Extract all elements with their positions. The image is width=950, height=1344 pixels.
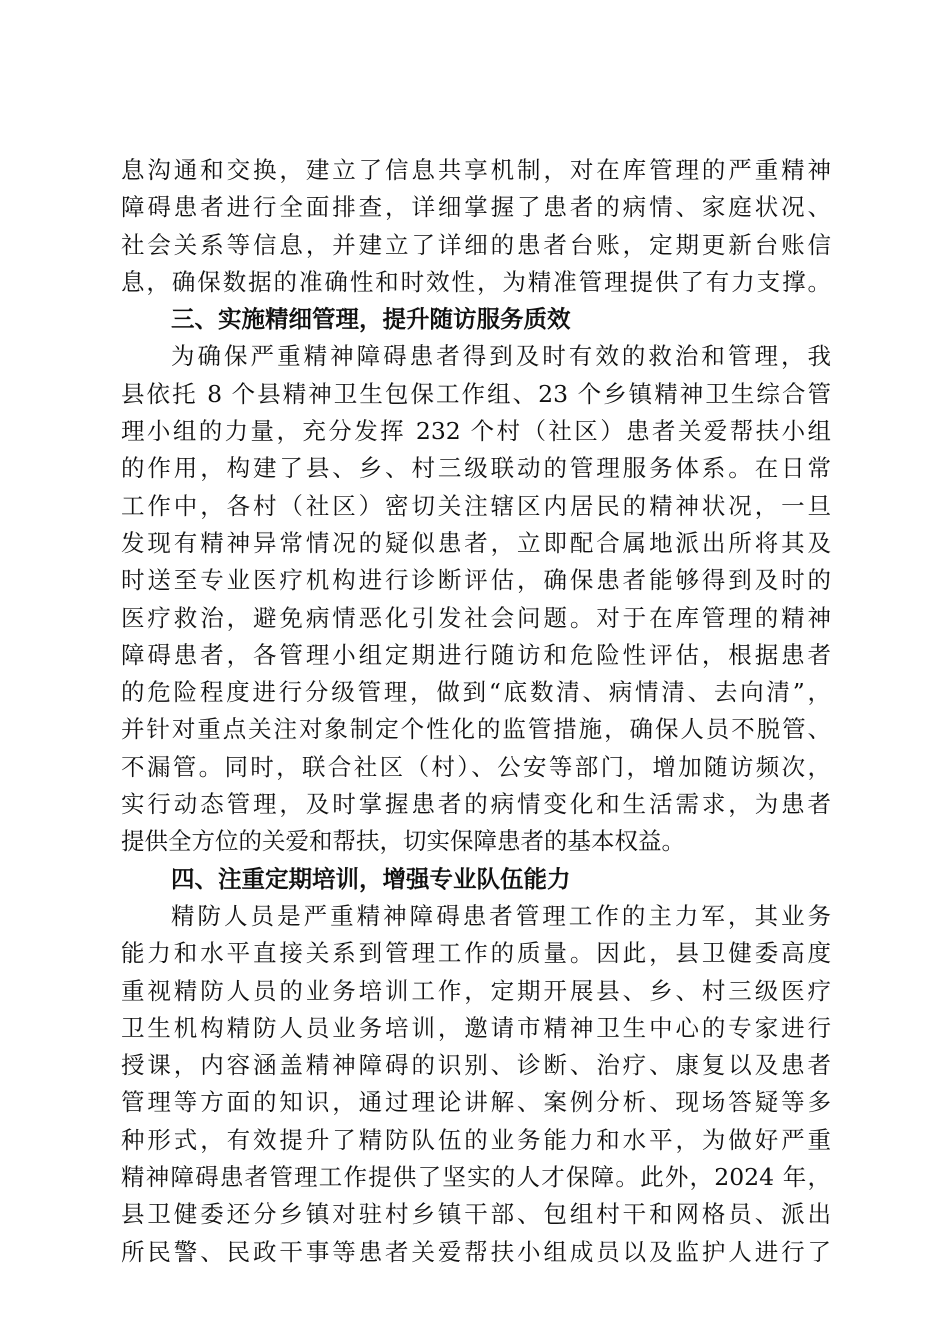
- section-heading: 三、实施精细管理，提升随访服务质效: [171, 305, 571, 334]
- paragraph-line: 并针对重点关注对象制定个性化的监管措施，确保人员不脱管、: [121, 715, 831, 744]
- paragraph-line: 实行动态管理，及时掌握患者的病情变化和生活需求，为患者: [121, 790, 831, 819]
- paragraph-line: 授课，内容涵盖精神障碍的识别、诊断、治疗、康复以及患者: [121, 1051, 831, 1080]
- paragraph-line: 障碍患者进行全面排查，详细掌握了患者的病情、家庭状况、: [121, 193, 831, 222]
- paragraph-line: 障碍患者，各管理小组定期进行随访和危险性评估，根据患者: [121, 640, 831, 669]
- paragraph-line: 能力和水平直接关系到管理工作的质量。因此，县卫健委高度: [121, 939, 831, 968]
- paragraph-first-line: 为确保严重精神障碍患者得到及时有效的救治和管理，我: [171, 342, 831, 371]
- paragraph-line: 发现有精神异常情况的疑似患者，立即配合属地派出所将其及: [121, 528, 831, 557]
- paragraph-line: 不漏管。同时，联合社区（村）、公安等部门，增加随访频次，: [121, 752, 831, 781]
- paragraph-first-line: 精防人员是严重精神障碍患者管理工作的主力军，其业务: [171, 901, 831, 930]
- paragraph-line: 卫生机构精防人员业务培训，邀请市精神卫生中心的专家进行: [121, 1013, 831, 1042]
- paragraph-line: 时送至专业医疗机构进行诊断评估，确保患者能够得到及时的: [121, 566, 831, 595]
- paragraph-line: 理小组的力量，充分发挥 232 个村（社区）患者关爱帮扶小组: [121, 417, 831, 446]
- paragraph-line: 工作中，各村（社区）密切关注辖区内居民的精神状况，一旦: [121, 491, 831, 520]
- paragraph-line: 医疗救治，避免病情恶化引发社会问题。对于在库管理的精神: [121, 603, 831, 632]
- paragraph-line: 管理等方面的知识，通过理论讲解、案例分析、现场答疑等多: [121, 1088, 831, 1117]
- paragraph-line: 社会关系等信息，并建立了详细的患者台账，定期更新台账信: [121, 230, 831, 259]
- paragraph-line: 息沟通和交换，建立了信息共享机制，对在库管理的严重精神: [121, 156, 831, 184]
- document-body: [121, 152, 831, 1271]
- section-heading: 四、注重定期培训，增强专业队伍能力: [171, 864, 571, 893]
- paragraph-line: 精神障碍患者管理工作提供了坚实的人才保障。此外，2024 年，: [121, 1163, 831, 1192]
- paragraph-line: 所民警、民政干事等患者关爱帮扶小组成员以及监护人进行了: [121, 1237, 831, 1266]
- paragraph-line: 种形式，有效提升了精防队伍的业务能力和水平，为做好严重: [121, 1125, 831, 1154]
- paragraph-line: 县卫健委还分乡镇对驻村乡镇干部、包组村干和网格员、派出: [121, 1200, 831, 1229]
- paragraph-line: 息，确保数据的准确性和时效性，为精准管理提供了有力支撑。: [121, 267, 831, 296]
- paragraph-last-line: 提供全方位的关爱和帮扶，切实保障患者的基本权益。: [121, 827, 685, 856]
- paragraph-line: 的危险程度进行分级管理，做到“底数清、病情清、去向清”，: [121, 678, 831, 707]
- paragraph-line: 的作用，构建了县、乡、村三级联动的管理服务体系。在日常: [121, 454, 831, 483]
- paragraph-line: 县依托 8 个县精神卫生包保工作组、23 个乡镇精神卫生综合管: [121, 379, 831, 408]
- paragraph-line: 重视精防人员的业务培训工作，定期开展县、乡、村三级医疗: [121, 976, 831, 1005]
